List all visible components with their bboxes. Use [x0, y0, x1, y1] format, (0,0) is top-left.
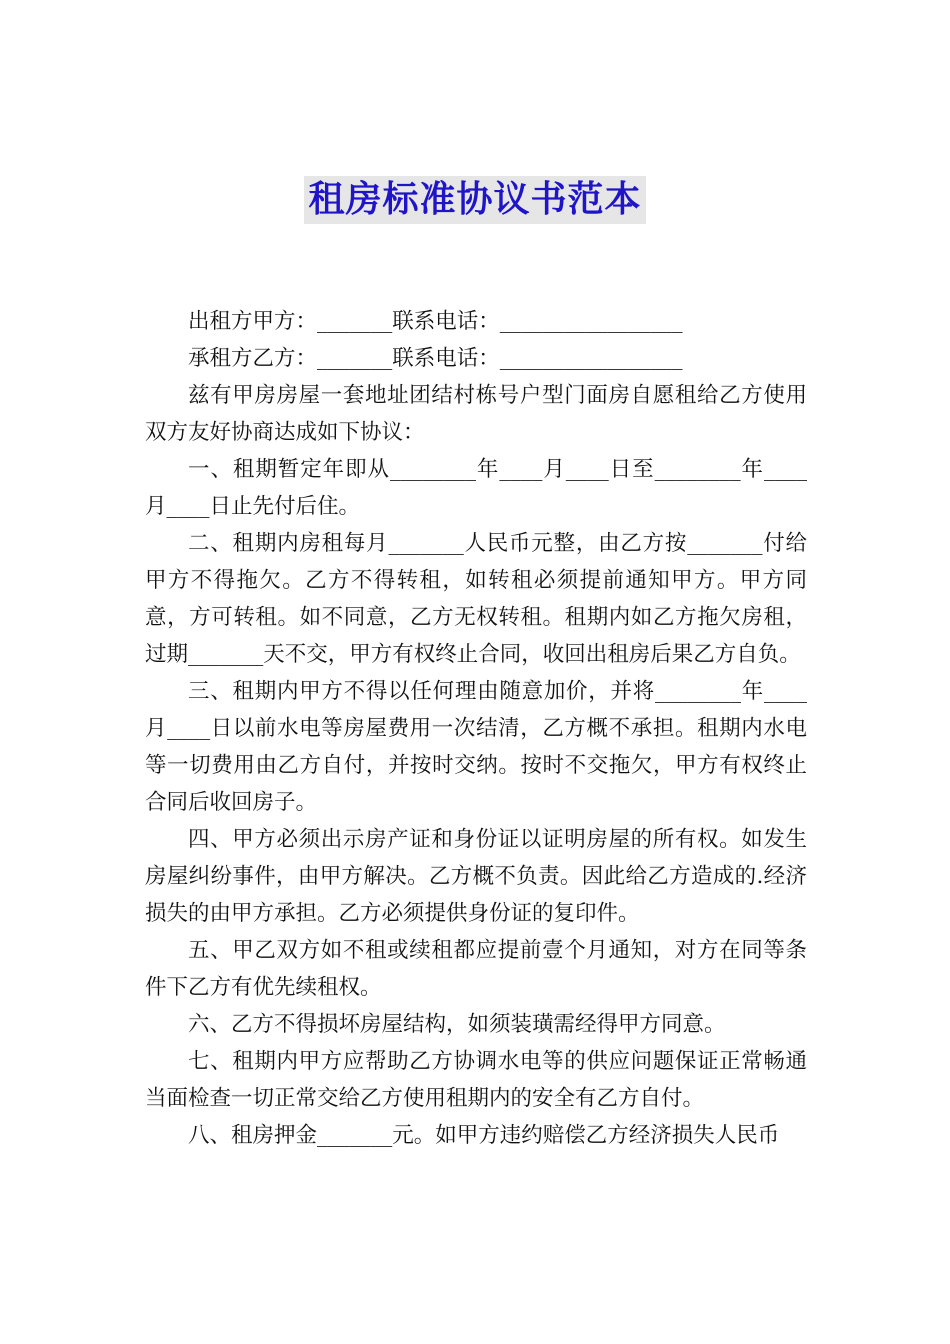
clause-5: 五、甲乙双方如不租或续租都应提前壹个月通知，对方在同等条件下乙方有优先续租权。: [145, 938, 807, 1000]
document-body: [145, 303, 807, 1154]
clause-4: 四、甲方必须出示房产证和身份证以证明房屋的所有权。如发生房屋纠纷事件，由甲方解决。乙方概不负责。因此给乙方造成的.经济损失的由甲方承担。乙方必须提供身份证的复印件。: [145, 827, 807, 926]
clause-2: 二、租期内房租每月_______人民币元整，由乙方按_______付给甲方不得拖欠。乙方不得转租，如转租必须提前通知甲方。甲方同意，方可转租。如不同意，乙方无权转租。租期内如乙方拖欠房租，过期_______天不交，甲方有权终止合同，收回出租房后果乙方自负。: [145, 531, 807, 667]
document-title: 租房标准协议书范本: [304, 176, 645, 224]
clause-7: 七、租期内甲方应帮助乙方协调水电等的供应问题保证正常畅通当面检查一切正常交给乙方使用租期内的安全有乙方自付。: [145, 1049, 807, 1111]
title-container: [0, 176, 950, 224]
intro-paragraph: 兹有甲房房屋一套地址团结村栋号户型门面房自愿租给乙方使用双方友好协商达成如下协议：: [145, 383, 807, 445]
clause-1: 一、租期暂定年即从________年____月____日至________年____月____日止先付后住。: [145, 457, 807, 519]
clause-8: 八、租房押金_______元。如甲方违约赔偿乙方经济损失人民币: [188, 1123, 780, 1148]
clause-3: 三、租期内甲方不得以任何理由随意加价，并将________年____月____日以前水电等房屋费用一次结清，乙方概不承担。租期内水电等一切费用由乙方自付，并按时交纳。按时不交拖欠，甲方有权终止合同后收回房子。: [145, 679, 807, 815]
lessee-line: 承租方乙方：_______联系电话：_________________: [188, 346, 683, 371]
clause-6: 六、乙方不得损坏房屋结构，如须装璜需经得甲方同意。: [188, 1012, 726, 1037]
lessor-line: 出租方甲方：_______联系电话：_________________: [188, 309, 683, 334]
